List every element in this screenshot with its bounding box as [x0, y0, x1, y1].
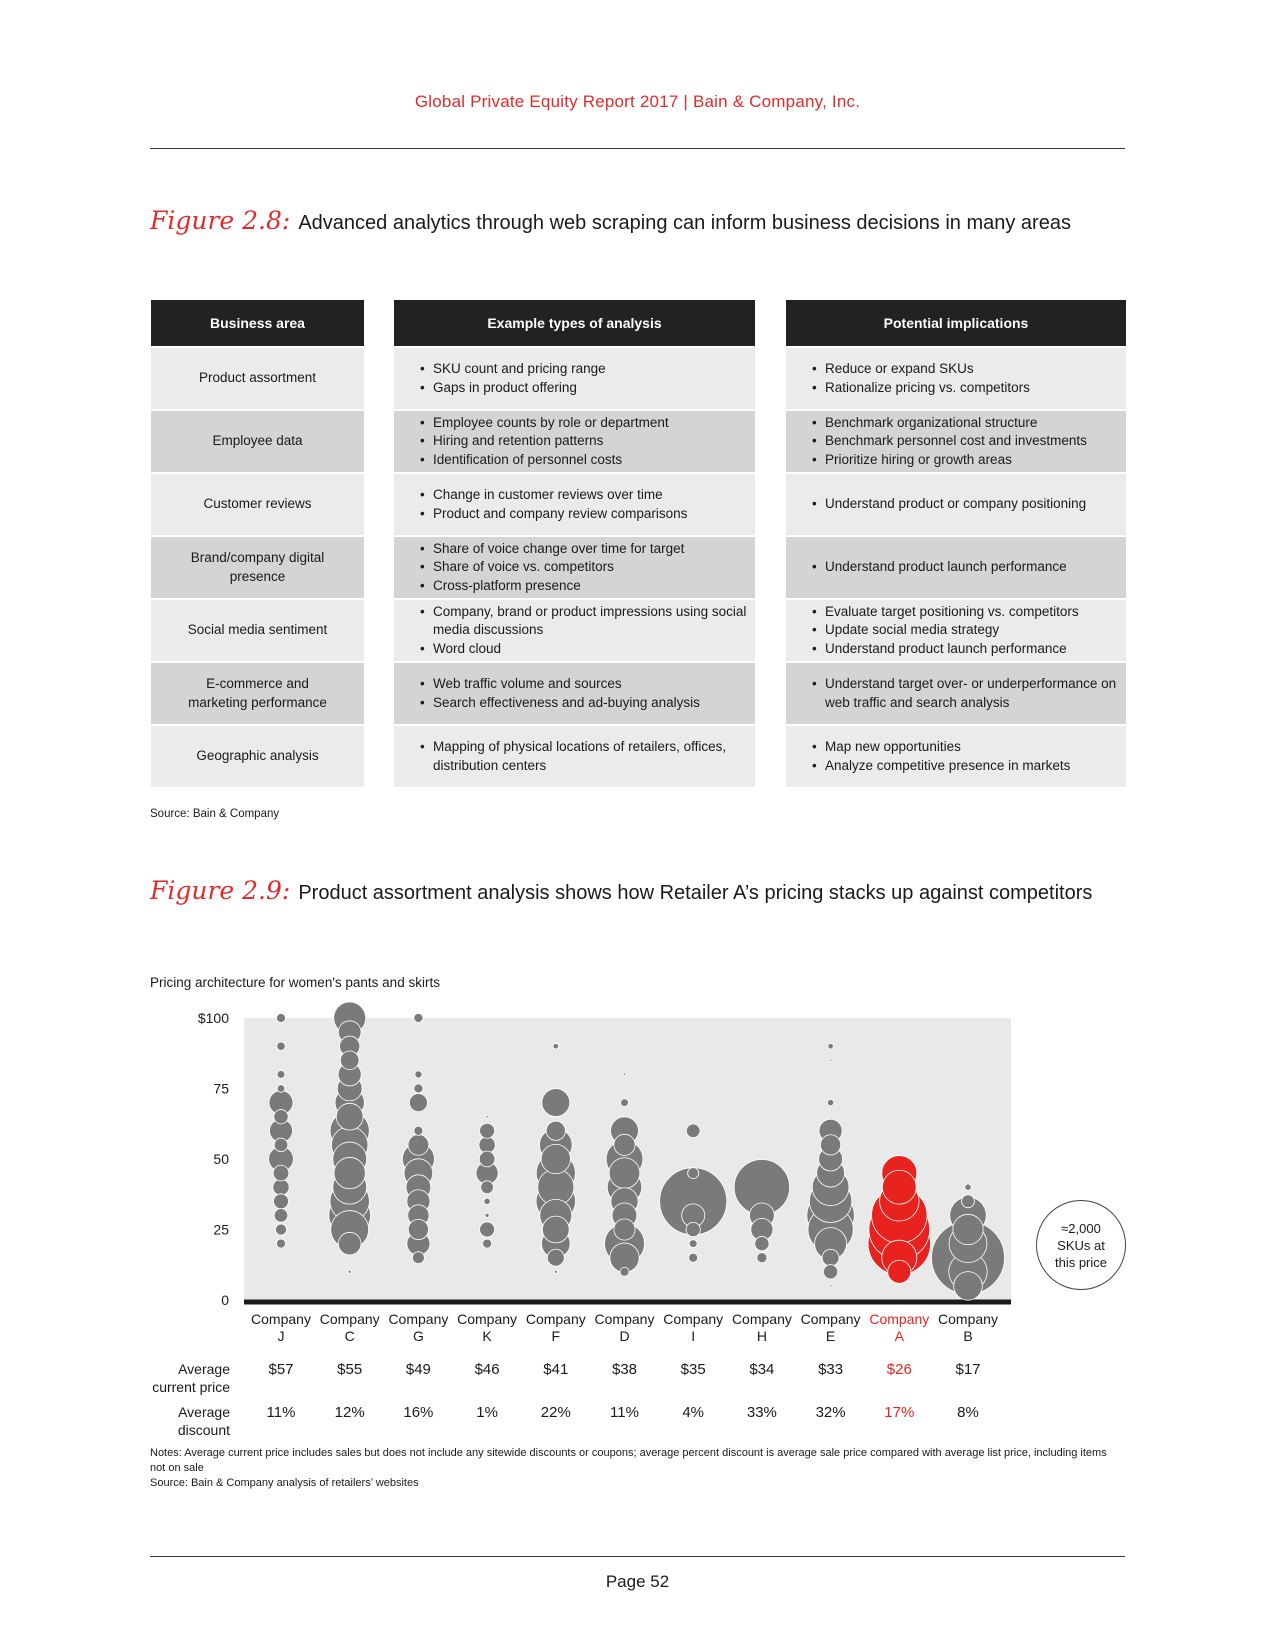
x-category-label: Company K — [457, 1311, 518, 1344]
bubble-company-c — [338, 1232, 361, 1255]
average-price-value: $55 — [337, 1361, 363, 1378]
x-category-label: Company B — [938, 1311, 998, 1344]
bullet-item: • Evaluate target positioning vs. competitors — [812, 603, 1079, 622]
business-area-label: Geographic analysis — [196, 748, 319, 764]
bubble-company-j — [277, 1085, 285, 1093]
average-price-value: $46 — [474, 1361, 500, 1378]
bubble-company-c — [336, 1103, 363, 1130]
average-discount-value: 4% — [682, 1404, 705, 1421]
x-category-label: Company F — [525, 1311, 586, 1344]
bubble-company-e — [820, 1135, 840, 1155]
business-area-label: Product assortment — [198, 370, 317, 386]
average-price-value: $49 — [405, 1361, 431, 1378]
bullet-item: • Change in customer reviews over time — [420, 486, 687, 505]
bullet-item: • Prioritize hiring or growth areas — [812, 451, 1087, 470]
business-area-label: E-commerce and marketing performance — [188, 676, 327, 710]
bubble-company-a — [888, 1260, 911, 1283]
bubble-company-h — [755, 1236, 769, 1250]
bubble-company-i — [689, 1240, 697, 1248]
bubble-company-k — [481, 1181, 494, 1194]
bubble-company-h — [757, 1253, 767, 1263]
bubble-company-e — [828, 1043, 834, 1049]
table-header-analysis: Example types of analysis — [394, 300, 755, 346]
bubble-company-j — [274, 1110, 288, 1124]
bubble-company-g — [415, 1071, 422, 1078]
chart-subtitle: Pricing architecture for women's pants and skirts — [150, 975, 440, 990]
bubble-company-j — [273, 1179, 289, 1195]
bubble-company-e — [823, 1265, 837, 1279]
figure-2-9-notes — [150, 1446, 1110, 1491]
y-tick-label: 50 — [213, 1151, 229, 1167]
bullet-item: • Product and company review comparisons — [420, 505, 687, 524]
bullet-item: • Company, brand or product impressions using social media discussions — [420, 603, 747, 640]
page-number: Page 52 — [605, 1572, 670, 1591]
average-discount-value: 22% — [540, 1404, 571, 1421]
x-category-label: Company I — [663, 1311, 724, 1344]
bullet-item: • Rationalize pricing vs. competitors — [812, 379, 1030, 398]
footer-rule — [150, 1556, 1125, 1557]
x-category-label: Company C — [319, 1311, 380, 1344]
x-category-label: Company A — [869, 1311, 930, 1344]
bullet-item: • Understand target over- or underperformance on web traffic and search analysis — [812, 675, 1118, 712]
figure-2-9-text: Product assortment analysis shows how Retailer A’s pricing stacks up against competitors — [298, 882, 1093, 904]
bubble-company-d — [620, 1267, 629, 1276]
bubble-company-f — [542, 1089, 570, 1117]
bubble-company-d — [609, 1158, 640, 1189]
figure-2-8-label: Figure 2.8: — [150, 206, 291, 235]
bubble-company-i — [686, 1124, 700, 1138]
bullet-item: • Gaps in product offering — [420, 379, 606, 398]
bullet-item: • SKU count and pricing range — [420, 360, 606, 379]
bullet-item: • Share of voice vs. competitors — [420, 558, 684, 577]
bubble-company-j — [273, 1165, 289, 1181]
bubble-company-b — [965, 1184, 971, 1190]
bullet-item: • Benchmark personnel cost and investments — [812, 432, 1087, 451]
bubble-company-k — [483, 1239, 492, 1248]
bubble-company-c — [334, 1157, 365, 1188]
average-discount-value: 16% — [403, 1404, 434, 1421]
average-price-value: $57 — [268, 1361, 294, 1378]
notes-text: Notes: Average current price includes sales but does not include any sitewide discounts or coupons; average percent discount is average sale price compared with average list price, including items not on sale — [150, 1447, 1107, 1474]
bullet-item: • Mapping of physical locations of retailers, offices, distribution centers — [420, 738, 747, 775]
bubble-company-d — [623, 1073, 625, 1075]
bubble-company-j — [274, 1138, 288, 1152]
bubble-company-d — [621, 1099, 629, 1107]
bubble-company-c — [348, 1270, 351, 1273]
bubble-company-i — [686, 1222, 700, 1236]
bullet-item: • Map new opportunities — [812, 738, 1070, 757]
bubble-company-j — [276, 1013, 285, 1022]
bullet-item: • Share of voice change over time for target — [420, 540, 684, 559]
x-category-label: Company J — [251, 1311, 311, 1344]
bullet-item: • Understand product launch performance — [812, 558, 1067, 577]
bullet-item: • Understand product launch performance — [812, 640, 1079, 659]
business-area-label: Employee data — [212, 433, 303, 449]
bullet-item: • Analyze competitive presence in markets — [812, 757, 1070, 776]
bubble-company-k — [485, 1213, 489, 1217]
bullet-item: • Update social media strategy — [812, 621, 1079, 640]
bubble-company-f — [546, 1121, 565, 1140]
bubble-company-e — [829, 1059, 831, 1061]
bubble-company-g — [414, 1013, 423, 1022]
bubble-company-b — [953, 1214, 983, 1244]
average-discount-value: 12% — [334, 1404, 365, 1421]
average-discount-value: 1% — [476, 1404, 498, 1421]
bubble-company-e — [827, 1099, 833, 1105]
average-price-value: $38 — [611, 1361, 638, 1378]
bubble-company-j — [277, 1042, 285, 1050]
average-discount-value: 17% — [884, 1404, 915, 1421]
bullet-item: • Reduce or expand SKUs — [812, 360, 1030, 379]
bubble-company-k — [479, 1151, 495, 1167]
bullet-item: • Benchmark organizational structure — [812, 414, 1087, 433]
x-category-label: Company E — [800, 1311, 861, 1344]
bubble-company-g — [414, 1084, 423, 1093]
bubble-company-d — [614, 1219, 635, 1240]
row-label-average-discount: Average discount — [177, 1404, 230, 1438]
bullet-item: • Identification of personnel costs — [420, 451, 669, 470]
average-discount-value: 11% — [610, 1404, 639, 1421]
figure-2-8-text: Advanced analytics through web scraping can inform business decisions in many areas — [298, 212, 1071, 234]
bubble-company-g — [414, 1126, 423, 1135]
bubble-company-j — [274, 1194, 289, 1209]
bubble-company-f — [541, 1144, 570, 1173]
average-discount-value: 32% — [815, 1404, 846, 1421]
y-tick-label: $100 — [197, 1010, 229, 1026]
average-price-value: $33 — [818, 1361, 844, 1378]
bubble-size-legend — [1036, 1200, 1126, 1290]
bubble-company-f — [553, 1043, 559, 1049]
x-category-label: Company D — [594, 1311, 655, 1344]
average-discount-value: 11% — [266, 1404, 296, 1421]
table-header-implications: Potential implications — [786, 300, 1126, 346]
bubble-company-k — [480, 1222, 495, 1237]
x-category-label: Company G — [388, 1311, 449, 1344]
table-header-business-area: Business area — [151, 300, 364, 346]
business-area-label: Customer reviews — [203, 496, 312, 512]
bubble-company-j — [275, 1224, 286, 1235]
bubble-company-e — [822, 1249, 839, 1266]
bubble-company-k — [480, 1123, 495, 1138]
bubble-company-k — [484, 1198, 490, 1204]
bubble-company-f — [542, 1216, 569, 1243]
average-discount-value: 8% — [957, 1404, 979, 1421]
bubble-company-j — [277, 1070, 285, 1078]
figure-2-9-label: Figure 2.9: — [150, 876, 291, 905]
figure-2-9-source: Source: Bain & Company analysis of retailers’ websites — [150, 1477, 419, 1489]
row-label-average-price: Average current price — [152, 1361, 230, 1395]
bubble-company-a — [882, 1170, 916, 1204]
bubble-company-j — [276, 1239, 285, 1248]
figure-2-8-source: Source: Bain & Company — [150, 808, 280, 820]
average-price-value: $26 — [886, 1361, 912, 1378]
bubble-company-g — [409, 1094, 427, 1112]
average-price-value: $34 — [749, 1361, 775, 1378]
bubble-company-c — [340, 1051, 359, 1070]
business-area-label: Brand/company digital presence — [190, 550, 325, 584]
bubble-company-g — [412, 1252, 424, 1264]
bubble-company-g — [408, 1135, 429, 1156]
bubble-company-f — [547, 1249, 564, 1266]
bubble-company-b — [954, 1272, 983, 1301]
bullet-item: • Web traffic volume and sources — [420, 675, 700, 694]
bullet-item: • Word cloud — [420, 640, 747, 659]
business-area-label: Social media sentiment — [187, 622, 328, 638]
y-tick-label: 75 — [213, 1080, 229, 1097]
average-price-value: $35 — [680, 1361, 706, 1378]
legend-text: ≈2,000 SKUs at this price — [1054, 1220, 1108, 1270]
bullet-item: • Understand product or company positioning — [812, 495, 1086, 514]
report-header: Global Private Equity Report 2017 | Bain & Company, Inc. — [414, 92, 861, 111]
bubble-company-j — [274, 1209, 288, 1223]
bubble-company-k — [479, 1137, 495, 1153]
average-price-value: $41 — [543, 1361, 569, 1378]
bubble-company-b — [962, 1195, 975, 1208]
average-discount-value: 33% — [746, 1404, 777, 1421]
bubble-company-k — [486, 1115, 488, 1117]
bullet-item: • Employee counts by role or department — [420, 414, 669, 433]
bubble-company-f — [554, 1270, 557, 1273]
bullet-item: • Search effectiveness and ad-buying analysis — [420, 694, 700, 713]
bubble-company-i — [688, 1168, 699, 1179]
y-tick-label: 25 — [213, 1221, 229, 1238]
bubble-company-d — [614, 1134, 635, 1155]
x-category-label: Company H — [731, 1311, 792, 1344]
bubble-company-e — [829, 1285, 831, 1287]
bubble-company-i — [689, 1253, 698, 1262]
bullet-item: • Cross-platform presence — [420, 577, 684, 596]
y-tick-label: 0 — [221, 1292, 229, 1308]
bubble-company-g — [408, 1219, 428, 1239]
bullet-item: • Hiring and retention patterns — [420, 432, 669, 451]
average-price-value: $17 — [955, 1361, 981, 1378]
